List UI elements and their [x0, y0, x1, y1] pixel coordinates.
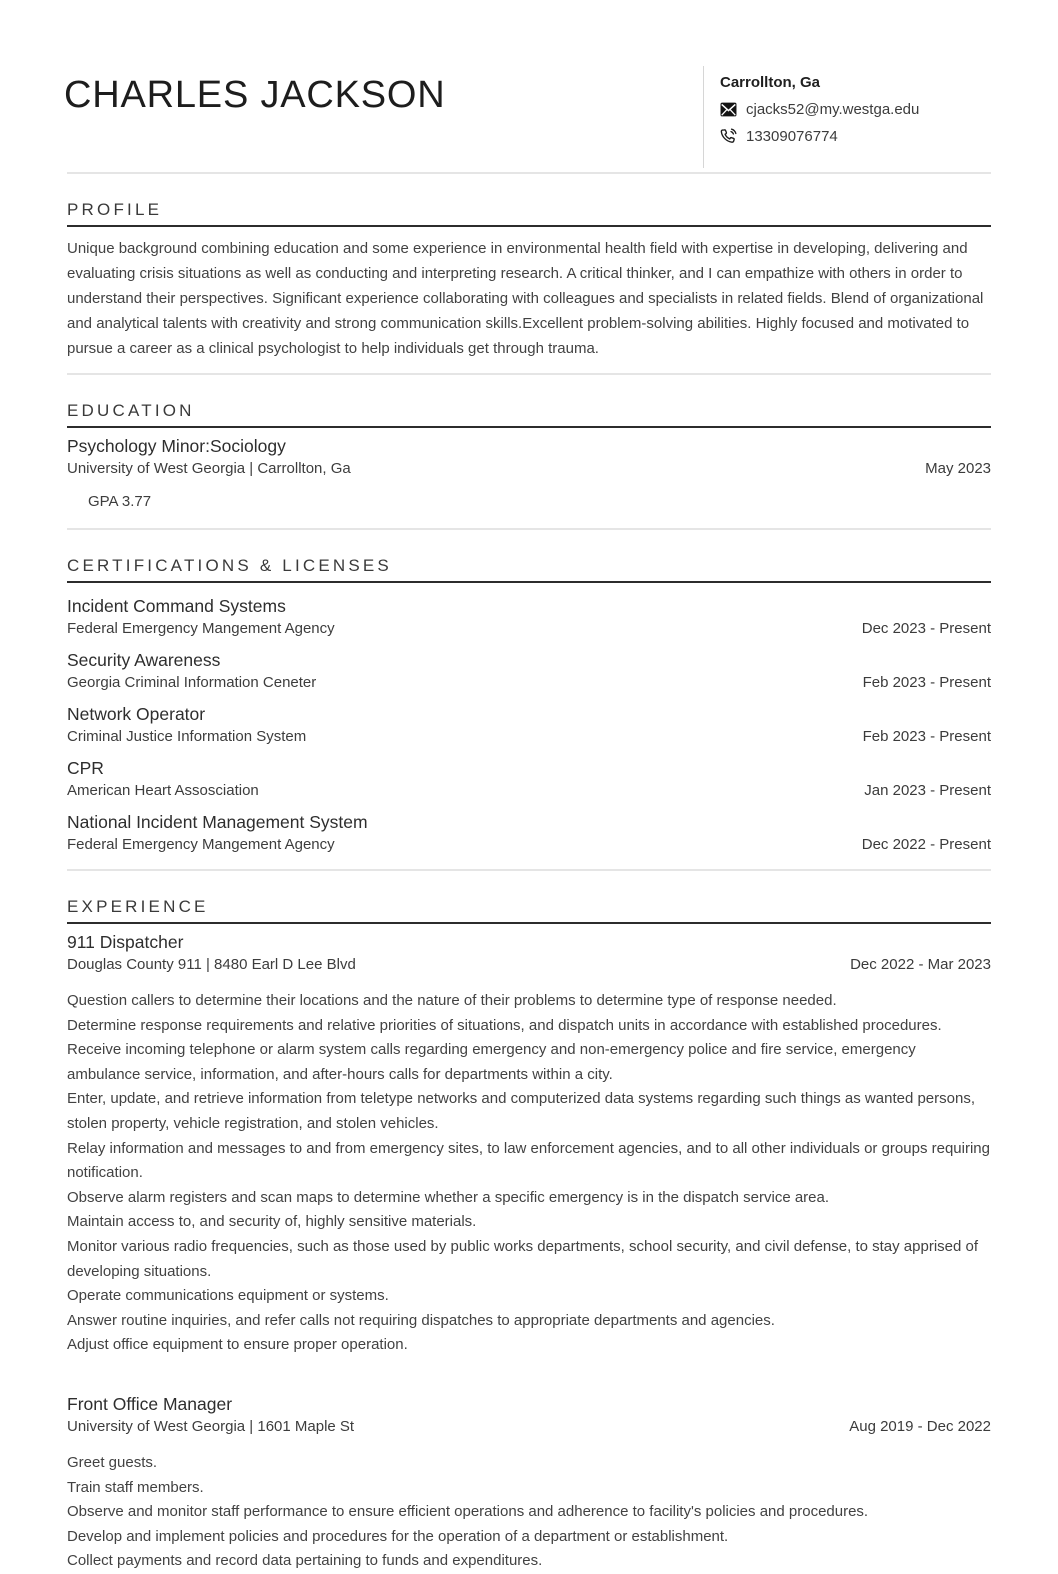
certification-detail-row: [67, 836, 991, 853]
certification-date: Dec 2022 - Present: [861, 836, 991, 853]
certification-name: CPR: [67, 758, 104, 778]
section-certifications: [67, 528, 991, 853]
phone-row: [720, 128, 1010, 145]
certification-issuer: Georgia Criminal Information Ceneter: [67, 674, 317, 691]
certification-item: [67, 650, 991, 691]
job-bullet: Observe alarm registers and scan maps to determine whether a specific emergency is in the dispatch service area.: [67, 1188, 830, 1206]
certification-name: Security Awareness: [67, 650, 221, 670]
job-description: [67, 989, 991, 1358]
section-experience: [67, 869, 991, 1574]
certification-issuer: Criminal Justice Information System: [67, 728, 307, 745]
job-entry: [67, 1394, 991, 1574]
job-bullet: Greet guests.: [67, 1453, 158, 1471]
section-separator: [67, 172, 991, 174]
job-description: [67, 1451, 991, 1574]
phone-icon: [720, 128, 737, 145]
certification-item: [67, 596, 991, 637]
job-bullet: Question callers to determine their locations and the nature of their problems to determine type of response needed.: [67, 992, 837, 1009]
certification-item: [67, 812, 991, 853]
job-bullet: Maintain access to, and security of, highly sensitive materials.: [67, 1213, 477, 1231]
job-org: Douglas County 911 | 8480 Earl D Lee Blvd: [67, 956, 356, 973]
certification-detail-row: [67, 782, 991, 799]
contact-block: [703, 66, 1010, 168]
job-date: Aug 2019 - Dec 2022: [849, 1417, 991, 1435]
person-name: CHARLES JACKSON: [64, 74, 446, 116]
education-heading: EDUCATION: [67, 401, 991, 428]
certification-item: [67, 758, 991, 799]
school-name: University of West Georgia | Carrollton, Ga: [67, 460, 351, 477]
certification-item: [67, 704, 991, 745]
job-bullet: Relay information and messages to and from emergency sites, to law enforcement agencies, and to all other individuals or groups requiring notification.: [67, 1139, 990, 1182]
certification-detail-row: [67, 674, 991, 691]
certification-date: Feb 2023 - Present: [862, 674, 991, 691]
certification-date: Feb 2023 - Present: [862, 728, 991, 745]
certification-issuer: American Heart Assosciation: [67, 782, 259, 799]
section-separator: [67, 373, 991, 375]
job-entry: [67, 932, 991, 1358]
job-bullet: Determine response requirements and relative priorities of situations, and dispatch units in accordance with established procedures.: [67, 1016, 942, 1034]
certifications-heading: CERTIFICATIONS & LICENSES: [67, 556, 991, 583]
job-bullet: Observe and monitor staff performance to ensure efficient operations and adherence to facility's policies and procedures.: [67, 1503, 869, 1521]
job-bullet: Operate communications equipment or systems.: [67, 1287, 389, 1305]
job-bullet: Answer routine inquiries, and refer calls not requiring dispatches to appropriate departments and agencies.: [67, 1311, 775, 1329]
profile-heading: PROFILE: [67, 200, 991, 227]
certification-name: Incident Command Systems: [67, 596, 286, 616]
certification-date: Dec 2023 - Present: [861, 620, 991, 637]
gpa-text: GPA 3.77: [88, 493, 152, 510]
email-text: cjacks52@my.westga.edu: [746, 101, 920, 118]
certification-name: Network Operator: [67, 704, 206, 724]
job-bullet: Train staff members.: [67, 1478, 204, 1496]
job-org: University of West Georgia | 1601 Maple St: [67, 1417, 355, 1435]
section-separator: [67, 869, 991, 871]
job-bullet: Adjust office equipment to ensure proper operation.: [67, 1336, 408, 1354]
section-separator: [67, 528, 991, 530]
job-title: Front Office Manager: [67, 1393, 233, 1414]
certification-date: Jan 2023 - Present: [864, 782, 991, 799]
job-detail-row: [67, 1418, 991, 1435]
job-date: Dec 2022 - Mar 2023: [850, 956, 991, 973]
job-bullet: Develop and implement policies and procedures for the operation of a department or establishment.: [67, 1527, 729, 1545]
certification-detail-row: [67, 620, 991, 637]
job-bullet: Receive incoming telephone or alarm system calls regarding emergency and non-emergency police and fire service, emergency ambulance service, information, and after-hours calls for departments within a city.: [67, 1041, 916, 1083]
email-row: [720, 101, 1010, 118]
resume-body: [67, 172, 991, 1574]
certification-issuer: Federal Emergency Mangement Agency: [67, 620, 335, 637]
profile-text: Unique background combining education and some experience in environmental health field with expertise in developing, delivering and evaluating crisis situations as well as conducting and interpreting research. A critical thinker, and I can empathize with others in order to understand their perspectives. Significant experience collaborating with colleagues and specialists in related fields. Blend of organizational and analytical talents with creativity and strong communication skills.Excellent problem-solving abilities. Highly focused and motivated to pursue a career as a clinical psychologist to help individuals get through trauma.: [67, 240, 984, 357]
job-bullet: Enter, update, and retrieve information from teletype networks and computerized data systems regarding such things as wanted persons, stolen property, vehicle registration, and stolen vehicles.: [67, 1090, 975, 1132]
certification-name: National Incident Management System: [67, 812, 368, 832]
section-education: [67, 373, 991, 510]
degree-title: Psychology Minor:Sociology: [67, 436, 286, 456]
job-bullet: Monitor various radio frequencies, such as those used by public works departments, school security, and civil defense, to stay apprised of developing situations.: [67, 1237, 979, 1280]
job-title: 911 Dispatcher: [67, 932, 184, 952]
job-detail-row: [67, 956, 991, 973]
education-detail-row: [67, 460, 991, 477]
certification-detail-row: [67, 728, 991, 745]
experience-heading: EXPERIENCE: [67, 897, 991, 924]
phone-text: 13309076774: [746, 128, 838, 145]
section-profile: [67, 172, 991, 361]
education-date: May 2023: [925, 460, 991, 477]
location-text: Carrollton, Ga: [720, 74, 821, 91]
certification-issuer: Federal Emergency Mangement Agency: [67, 836, 335, 853]
envelope-icon: [720, 101, 737, 118]
job-bullet: Collect payments and record data pertaining to funds and expenditures.: [67, 1552, 543, 1570]
